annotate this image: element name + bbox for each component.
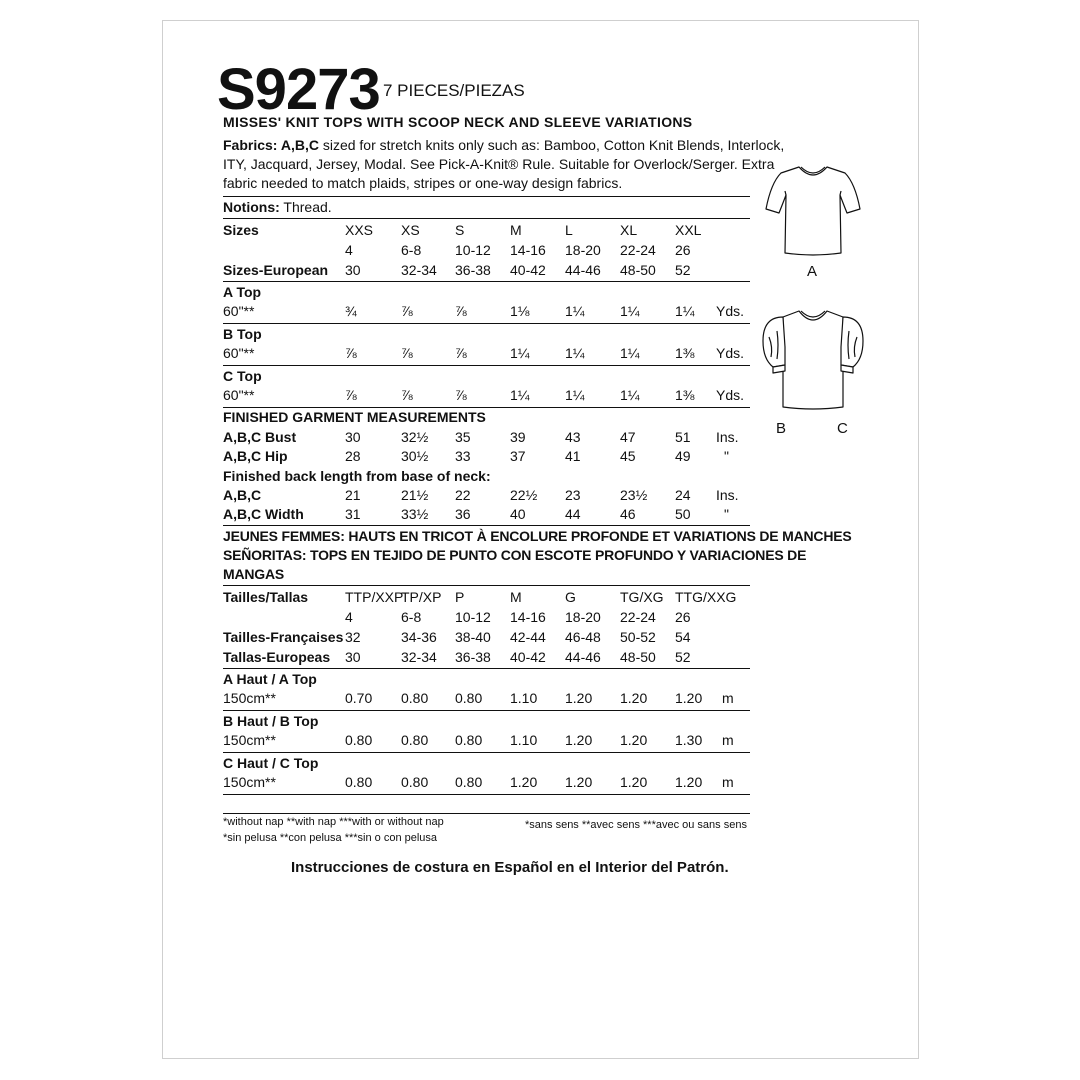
sizes-label: Sizes xyxy=(223,222,259,238)
fabric-width: 60"** xyxy=(223,303,255,319)
measurement-cell: 51 xyxy=(675,429,691,445)
measurement-cell: 30 xyxy=(345,429,361,445)
divider xyxy=(223,196,750,197)
tailles-francaises-label: Tailles-Françaises xyxy=(223,629,344,645)
pattern-subtitle: MISSES' KNIT TOPS WITH SCOOP NECK AND SLEEVE VARIATIONS xyxy=(223,114,693,130)
measurement-cell: 47 xyxy=(620,429,636,445)
size-european-cell: 32-34 xyxy=(401,649,437,665)
yardage-cell: ⅞ xyxy=(455,303,467,319)
size-name-cell: P xyxy=(455,589,465,605)
translated-title-line: SEÑORITAS: TOPS EN TEJIDO DE PUNTO CON ESCOTE PROFUNDO Y VARIACIONES DE xyxy=(223,547,807,563)
unit-label: " xyxy=(724,506,729,522)
size-name-cell: XXS xyxy=(345,222,374,238)
size-european-cell: 36-38 xyxy=(455,262,491,278)
view-c-label: C xyxy=(837,420,848,437)
meterage-cell: 1.20 xyxy=(675,774,703,790)
meterage-cell: 1.20 xyxy=(675,690,703,706)
size-european-cell: 30 xyxy=(345,649,361,665)
yardage-cell: 1¼ xyxy=(565,303,585,319)
divider xyxy=(223,752,750,753)
meterage-cell: 0.70 xyxy=(345,690,373,706)
measurement-cell: 33½ xyxy=(401,506,429,522)
size-european-cell: 40-42 xyxy=(510,649,546,665)
fabric-width: 150cm** xyxy=(223,774,276,790)
measurement-cell: 32½ xyxy=(401,429,429,445)
unit-label: m xyxy=(722,690,734,706)
view-label: A Haut / A Top xyxy=(223,671,317,687)
notions-line xyxy=(223,198,332,217)
fabric-width: 60"** xyxy=(223,387,255,403)
measurement-cell: 44 xyxy=(565,506,581,522)
unit-label: Ins. xyxy=(716,487,739,503)
divider xyxy=(223,668,750,669)
view-label: B Haut / B Top xyxy=(223,713,319,729)
measurement-cell: 35 xyxy=(455,429,471,445)
meterage-cell: 1.20 xyxy=(565,732,593,748)
unit-label: Ins. xyxy=(716,429,739,445)
meterage-cell: 1.20 xyxy=(510,774,538,790)
divider xyxy=(223,365,750,366)
divider xyxy=(223,323,750,324)
divider xyxy=(223,281,750,282)
tallas-europeas-label: Tallas-Europeas xyxy=(223,649,331,665)
size-european-cell: 30 xyxy=(345,262,361,278)
fabric-width: 60"** xyxy=(223,345,255,361)
unit-label: Yds. xyxy=(716,345,745,361)
fabric-width: 150cm** xyxy=(223,690,276,706)
size-name-cell: L xyxy=(565,222,573,238)
finished-measurements-heading: FINISHED GARMENT MEASUREMENTS xyxy=(223,409,486,425)
size-name-cell: S xyxy=(455,222,465,238)
measurement-cell: 21 xyxy=(345,487,361,503)
pattern-code: S9273 xyxy=(217,57,380,122)
view-b-c-illustration xyxy=(759,307,867,419)
size-number-cell: 4 xyxy=(345,609,353,625)
meterage-cell: 1.20 xyxy=(620,732,648,748)
yardage-cell: ⅞ xyxy=(455,387,467,403)
size-number-cell: 10-12 xyxy=(455,242,491,258)
yardage-cell: 1⅛ xyxy=(510,303,530,319)
size-french-cell: 54 xyxy=(675,629,691,645)
meterage-cell: 1.20 xyxy=(620,774,648,790)
yardage-cell: ⅞ xyxy=(455,345,467,361)
size-european-cell: 52 xyxy=(675,649,691,665)
meterage-cell: 0.80 xyxy=(455,774,483,790)
yardage-cell: 1¼ xyxy=(565,345,585,361)
unit-label: Yds. xyxy=(716,387,745,403)
meterage-cell: 1.20 xyxy=(620,690,648,706)
size-number-cell: 26 xyxy=(675,242,691,258)
yardage-cell: 1¼ xyxy=(620,303,640,319)
measurement-label: A,B,C Hip xyxy=(223,448,288,464)
fabrics-line-2: ITY, Jacquard, Jersey, Modal. See Pick-A-Knit® Rule. Suitable for Overlock/Serger. Extra xyxy=(223,156,775,172)
yardage-cell: 1¼ xyxy=(620,345,640,361)
measurement-label: A,B,C xyxy=(223,487,262,503)
size-french-cell: 46-48 xyxy=(565,629,601,645)
divider xyxy=(223,794,750,795)
measurement-cell: 22 xyxy=(455,487,471,503)
view-label: A Top xyxy=(223,284,262,300)
size-name-cell: XS xyxy=(401,222,420,238)
yardage-cell: ⅞ xyxy=(401,303,413,319)
measurement-cell: 36 xyxy=(455,506,471,522)
yardage-cell: ⅞ xyxy=(345,345,357,361)
unit-label: " xyxy=(724,448,729,464)
size-european-cell: 44-46 xyxy=(565,262,601,278)
measurement-cell: 39 xyxy=(510,429,526,445)
yardage-cell: 1¼ xyxy=(510,345,530,361)
measurement-cell: 45 xyxy=(620,448,636,464)
size-french-cell: 38-40 xyxy=(455,629,491,645)
size-number-cell: 4 xyxy=(345,242,353,258)
view-label: B Top xyxy=(223,326,262,342)
unit-label: m xyxy=(722,774,734,790)
meterage-cell: 0.80 xyxy=(401,690,429,706)
tailles-tallas-label: Tailles/Tallas xyxy=(223,589,309,605)
meterage-cell: 0.80 xyxy=(401,774,429,790)
footnote-french: *sans sens **avec sens ***avec ou sans sens xyxy=(525,819,747,831)
size-name-cell: TTG/XXG xyxy=(675,589,737,605)
size-european-cell: 44-46 xyxy=(565,649,601,665)
view-a-label: A xyxy=(807,263,818,280)
meterage-cell: 0.80 xyxy=(455,732,483,748)
view-b-label: B xyxy=(776,420,787,437)
measurement-cell: 41 xyxy=(565,448,581,464)
measurement-label: A,B,C Width xyxy=(223,506,304,522)
fabrics-text-1: sized for stretch knits only such as: Bamboo, Cotton Knit Blends, Interlock, xyxy=(318,137,785,153)
size-number-cell: 18-20 xyxy=(565,242,601,258)
measurement-label: A,B,C Bust xyxy=(223,429,297,445)
size-french-cell: 34-36 xyxy=(401,629,437,645)
meterage-cell: 0.80 xyxy=(345,774,373,790)
unit-label: m xyxy=(722,732,734,748)
yardage-cell: ⅞ xyxy=(401,387,413,403)
size-number-cell: 14-16 xyxy=(510,609,546,625)
size-french-cell: 50-52 xyxy=(620,629,656,645)
meterage-cell: 1.30 xyxy=(675,732,703,748)
size-name-cell: G xyxy=(565,589,576,605)
size-number-cell: 10-12 xyxy=(455,609,491,625)
divider xyxy=(223,813,750,814)
fabrics-label: Fabrics: A,B,C xyxy=(223,137,319,153)
divider xyxy=(223,585,750,586)
measurement-cell: 30½ xyxy=(401,448,429,464)
measurement-cell: 46 xyxy=(620,506,636,522)
size-european-cell: 52 xyxy=(675,262,691,278)
sizes-european-label: Sizes-European xyxy=(223,262,329,278)
measurement-cell: 21½ xyxy=(401,487,429,503)
measurement-cell: 40 xyxy=(510,506,526,522)
meterage-cell: 0.80 xyxy=(455,690,483,706)
yardage-cell: ¾ xyxy=(345,303,357,319)
meterage-cell: 0.80 xyxy=(345,732,373,748)
fabric-width: 150cm** xyxy=(223,732,276,748)
measurement-cell: 23 xyxy=(565,487,581,503)
size-number-cell: 14-16 xyxy=(510,242,546,258)
divider xyxy=(223,218,750,219)
size-number-cell: 6-8 xyxy=(401,242,422,258)
footnote-english: *without nap **with nap ***with or without nap xyxy=(223,816,444,828)
size-european-cell: 48-50 xyxy=(620,262,656,278)
yardage-cell: 1⅜ xyxy=(675,345,695,361)
size-french-cell: 32 xyxy=(345,629,361,645)
yardage-cell: 1¼ xyxy=(565,387,585,403)
size-name-cell: TTP/XXP xyxy=(345,589,404,605)
size-number-cell: 22-24 xyxy=(620,609,656,625)
unit-label: Yds. xyxy=(716,303,745,319)
size-european-cell: 40-42 xyxy=(510,262,546,278)
measurement-cell: 23½ xyxy=(620,487,648,503)
measurement-cell: 31 xyxy=(345,506,361,522)
divider xyxy=(223,525,750,526)
size-number-cell: 26 xyxy=(675,609,691,625)
measurement-cell: 22½ xyxy=(510,487,538,503)
size-number-cell: 22-24 xyxy=(620,242,656,258)
yardage-cell: 1¼ xyxy=(620,387,640,403)
size-european-cell: 48-50 xyxy=(620,649,656,665)
translated-title-line: JEUNES FEMMES: HAUTS EN TRICOT À ENCOLURE PROFONDE ET VARIATIONS DE MANCHES xyxy=(223,528,852,544)
meterage-cell: 1.20 xyxy=(565,774,593,790)
view-label: C Haut / C Top xyxy=(223,755,319,771)
yardage-cell: ⅞ xyxy=(401,345,413,361)
view-label: C Top xyxy=(223,368,262,384)
size-number-cell: 6-8 xyxy=(401,609,422,625)
measurement-cell: 33 xyxy=(455,448,471,464)
yardage-cell: ⅞ xyxy=(345,387,357,403)
measurement-cell: 43 xyxy=(565,429,581,445)
size-european-cell: 32-34 xyxy=(401,262,437,278)
pieces-count: 7 PIECES/PIEZAS xyxy=(383,81,525,100)
size-name-cell: XXL xyxy=(675,222,702,238)
size-name-cell: TG/XG xyxy=(620,589,664,605)
spanish-instructions-note: Instrucciones de costura en Español en el Interior del Patrón. xyxy=(291,859,729,876)
pattern-envelope-back xyxy=(162,20,919,1059)
meterage-cell: 1.20 xyxy=(565,690,593,706)
footnote-spanish: *sin pelusa **con pelusa ***sin o con pelusa xyxy=(223,832,438,844)
fabrics-line-1 xyxy=(223,136,784,155)
notions-text: Thread. xyxy=(279,199,332,215)
back-length-heading: Finished back length from base of neck: xyxy=(223,468,491,484)
translated-title-line: MANGAS xyxy=(223,566,285,582)
measurement-cell: 24 xyxy=(675,487,691,503)
measurement-cell: 37 xyxy=(510,448,526,464)
size-name-cell: M xyxy=(510,589,522,605)
size-number-cell: 18-20 xyxy=(565,609,601,625)
meterage-cell: 1.10 xyxy=(510,690,538,706)
yardage-cell: 1¼ xyxy=(510,387,530,403)
measurement-cell: 50 xyxy=(675,506,691,522)
notions-label: Notions: xyxy=(223,199,280,215)
size-name-cell: M xyxy=(510,222,522,238)
yardage-cell: 1⅜ xyxy=(675,387,695,403)
measurement-cell: 49 xyxy=(675,448,691,464)
size-name-cell: XL xyxy=(620,222,638,238)
view-a-illustration xyxy=(761,161,865,269)
size-name-cell: TP/XP xyxy=(401,589,442,605)
size-european-cell: 36-38 xyxy=(455,649,491,665)
measurement-cell: 28 xyxy=(345,448,361,464)
fabrics-line-3: fabric needed to match plaids, stripes or one-way design fabrics. xyxy=(223,175,623,191)
size-french-cell: 42-44 xyxy=(510,629,546,645)
meterage-cell: 1.10 xyxy=(510,732,538,748)
meterage-cell: 0.80 xyxy=(401,732,429,748)
divider xyxy=(223,710,750,711)
yardage-cell: 1¼ xyxy=(675,303,695,319)
